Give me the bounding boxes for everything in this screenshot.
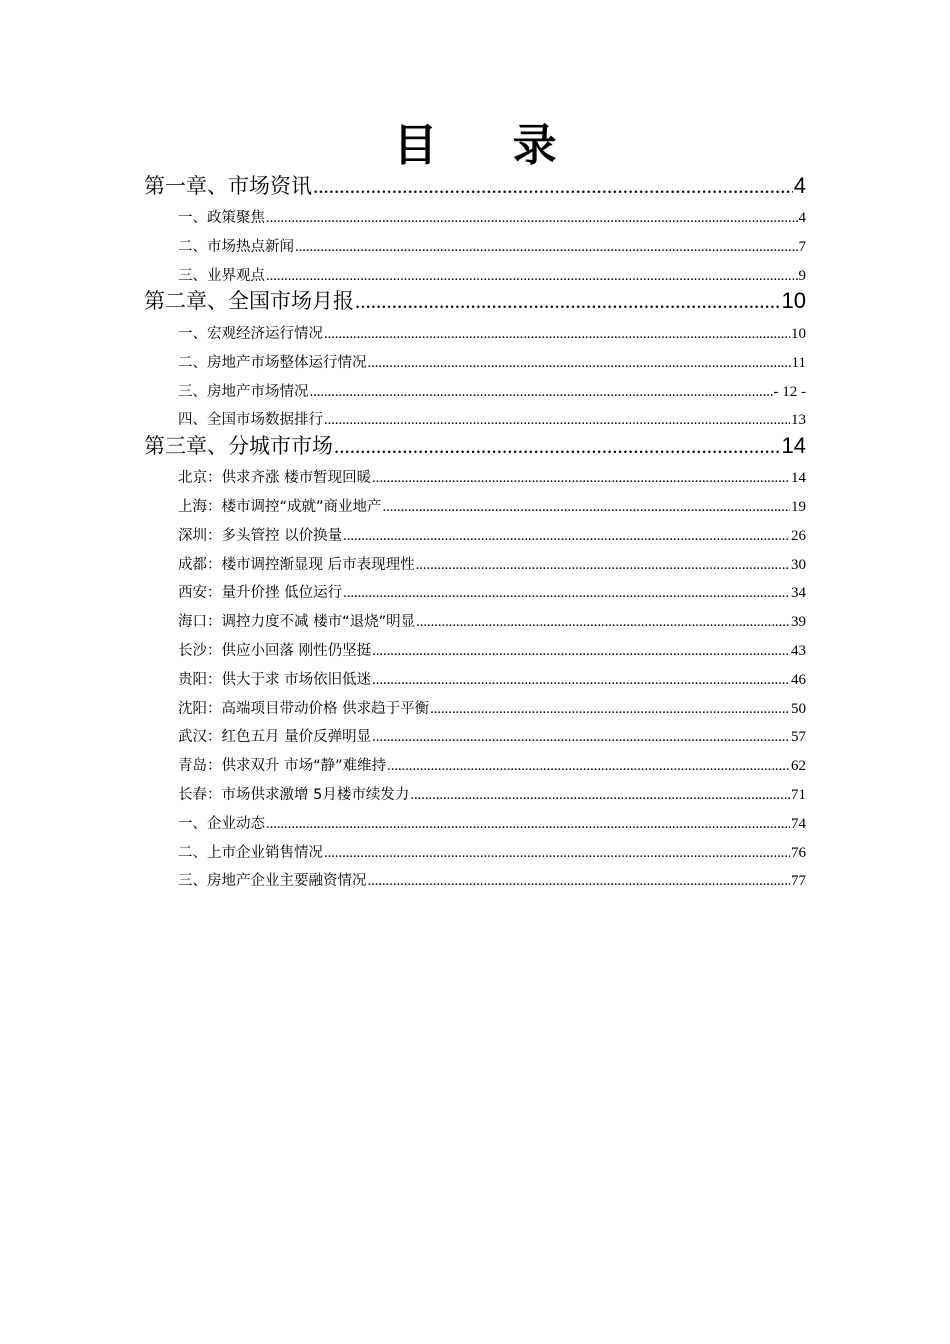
toc-entry-label: 武汉：红色五月 量价反弹明显 xyxy=(178,729,372,745)
toc-dot-leader xyxy=(383,496,790,518)
toc-dot-leader xyxy=(324,409,790,431)
toc-page-number: 74 xyxy=(791,816,806,832)
toc-page-number: 71 xyxy=(791,787,806,803)
toc-dot-leader xyxy=(355,286,781,316)
toc-page-number: 43 xyxy=(791,643,806,659)
toc-entry-label: 第一章、市场资讯 xyxy=(144,174,312,198)
toc-dot-leader xyxy=(324,323,790,345)
toc-section-entry[interactable] xyxy=(178,870,806,892)
toc-section-entry[interactable] xyxy=(178,698,806,720)
toc-entry-label: 四、全国市场数据排行 xyxy=(178,412,323,428)
toc-page-number: 14 xyxy=(781,433,806,458)
toc-section-entry[interactable] xyxy=(178,784,806,806)
toc-dot-leader xyxy=(310,381,773,403)
toc-page-number: 26 xyxy=(791,528,806,544)
toc-section-entry[interactable] xyxy=(178,381,806,403)
toc-entry-label: 三、房地产企业主要融资情况 xyxy=(178,873,367,889)
toc-page-number: 34 xyxy=(791,585,806,601)
toc-entry-label: 青岛：供求双升 市场“静”难维持 xyxy=(178,758,387,774)
toc-page-number: 57 xyxy=(791,729,806,745)
toc-page-number: 7 xyxy=(798,239,806,255)
toc-page-number: 46 xyxy=(791,672,806,688)
toc-page-number: 4 xyxy=(793,173,806,198)
toc-page-number: - 12 - xyxy=(773,384,806,400)
toc-entry-label: 一、政策聚焦 xyxy=(178,210,265,226)
toc-dot-leader xyxy=(334,431,781,461)
toc-section-entry[interactable] xyxy=(178,265,806,287)
toc-entry-label: 沈阳：高端项目带动价格 供求趋于平衡 xyxy=(178,701,430,717)
toc-dot-leader xyxy=(416,554,790,576)
toc-entry-label: 长春：市场供求激增 5月楼市续发力 xyxy=(178,787,410,803)
toc-page-number: 11 xyxy=(791,355,806,371)
toc-chapter-entry[interactable] xyxy=(144,171,806,201)
toc-page-number: 14 xyxy=(791,470,806,486)
toc-section-entry[interactable] xyxy=(178,467,806,489)
toc-section-entry[interactable] xyxy=(178,207,806,229)
toc-entry-label: 二、上市企业销售情况 xyxy=(178,845,323,861)
toc-entry-label: 北京：供求齐涨 楼市暂现回暖 xyxy=(178,470,372,486)
toc-entry-label: 第三章、分城市市场 xyxy=(144,434,333,458)
toc-section-entry[interactable] xyxy=(178,611,806,633)
toc-page-number: 9 xyxy=(798,268,806,284)
toc-page-number: 4 xyxy=(798,210,806,226)
toc-entry-label: 贵阳：供大于求 市场依旧低迷 xyxy=(178,672,372,688)
toc-page-number: 10 xyxy=(781,288,806,313)
toc-section-entry[interactable] xyxy=(178,525,806,547)
toc-dot-leader xyxy=(343,582,790,604)
toc-section-entry[interactable] xyxy=(178,496,806,518)
toc-entry-label: 海口：调控力度不减 楼市“退烧”明显 xyxy=(178,614,416,630)
toc-entry-label: 成都：楼市调控渐显现 后市表现理性 xyxy=(178,557,415,573)
toc-dot-leader xyxy=(387,755,790,777)
toc-entry-label: 深圳：多头管控 以价换量 xyxy=(178,528,343,544)
toc-section-entry[interactable] xyxy=(178,323,806,345)
toc-page-number: 39 xyxy=(791,614,806,630)
toc-chapter-entry[interactable] xyxy=(144,431,806,461)
toc-section-entry[interactable] xyxy=(178,582,806,604)
toc-dot-leader xyxy=(372,669,790,691)
toc-page-number: 76 xyxy=(791,845,806,861)
toc-dot-leader xyxy=(372,640,790,662)
toc-entry-label: 长沙：供应小回落 刚性仍坚挺 xyxy=(178,643,372,659)
toc-dot-leader xyxy=(343,525,790,547)
toc-page-number: 30 xyxy=(791,557,806,573)
toc-page-number: 13 xyxy=(791,412,806,428)
toc-entry-label: 二、市场热点新闻 xyxy=(178,239,294,255)
toc-entry-label: 上海：楼市调控“成就”商业地产 xyxy=(178,499,382,515)
toc-page-number: 19 xyxy=(791,499,806,515)
toc-dot-leader xyxy=(266,813,790,835)
toc-section-entry[interactable] xyxy=(178,554,806,576)
toc-dot-leader xyxy=(416,611,790,633)
toc-dot-leader xyxy=(372,467,790,489)
toc-page-number: 10 xyxy=(791,326,806,342)
toc-section-entry[interactable] xyxy=(178,409,806,431)
toc-dot-leader xyxy=(430,698,790,720)
toc-dot-leader xyxy=(368,352,791,374)
toc-page-number: 50 xyxy=(791,701,806,717)
toc-page-number: 62 xyxy=(791,758,806,774)
toc-entry-label: 二、房地产市场整体运行情况 xyxy=(178,355,367,371)
toc-section-entry[interactable] xyxy=(178,640,806,662)
toc-dot-leader xyxy=(368,870,791,892)
toc-section-entry[interactable] xyxy=(178,669,806,691)
toc-dot-leader xyxy=(266,265,798,287)
toc-dot-leader xyxy=(372,726,790,748)
toc-section-entry[interactable] xyxy=(178,236,806,258)
toc-page-number: 77 xyxy=(791,873,806,889)
toc-section-entry[interactable] xyxy=(178,813,806,835)
toc-section-entry[interactable] xyxy=(178,842,806,864)
toc-entry-label: 三、房地产市场情况 xyxy=(178,384,309,400)
toc-dot-leader xyxy=(324,842,790,864)
toc-entry-label: 西安：量升价挫 低位运行 xyxy=(178,585,343,601)
toc-entry-label: 一、企业动态 xyxy=(178,816,265,832)
toc-chapter-entry[interactable] xyxy=(144,286,806,316)
toc-title: 目 录 xyxy=(393,120,587,171)
toc-dot-leader xyxy=(313,171,793,201)
toc-section-entry[interactable] xyxy=(178,726,806,748)
toc-entry-label: 一、宏观经济运行情况 xyxy=(178,326,323,342)
toc-section-entry[interactable] xyxy=(178,352,806,374)
toc-entry-label: 第二章、全国市场月报 xyxy=(144,289,354,313)
toc-entry-label: 三、业界观点 xyxy=(178,268,265,284)
toc-section-entry[interactable] xyxy=(178,755,806,777)
toc-dot-leader xyxy=(295,236,798,258)
toc-dot-leader xyxy=(410,784,790,806)
toc-dot-leader xyxy=(266,207,798,229)
